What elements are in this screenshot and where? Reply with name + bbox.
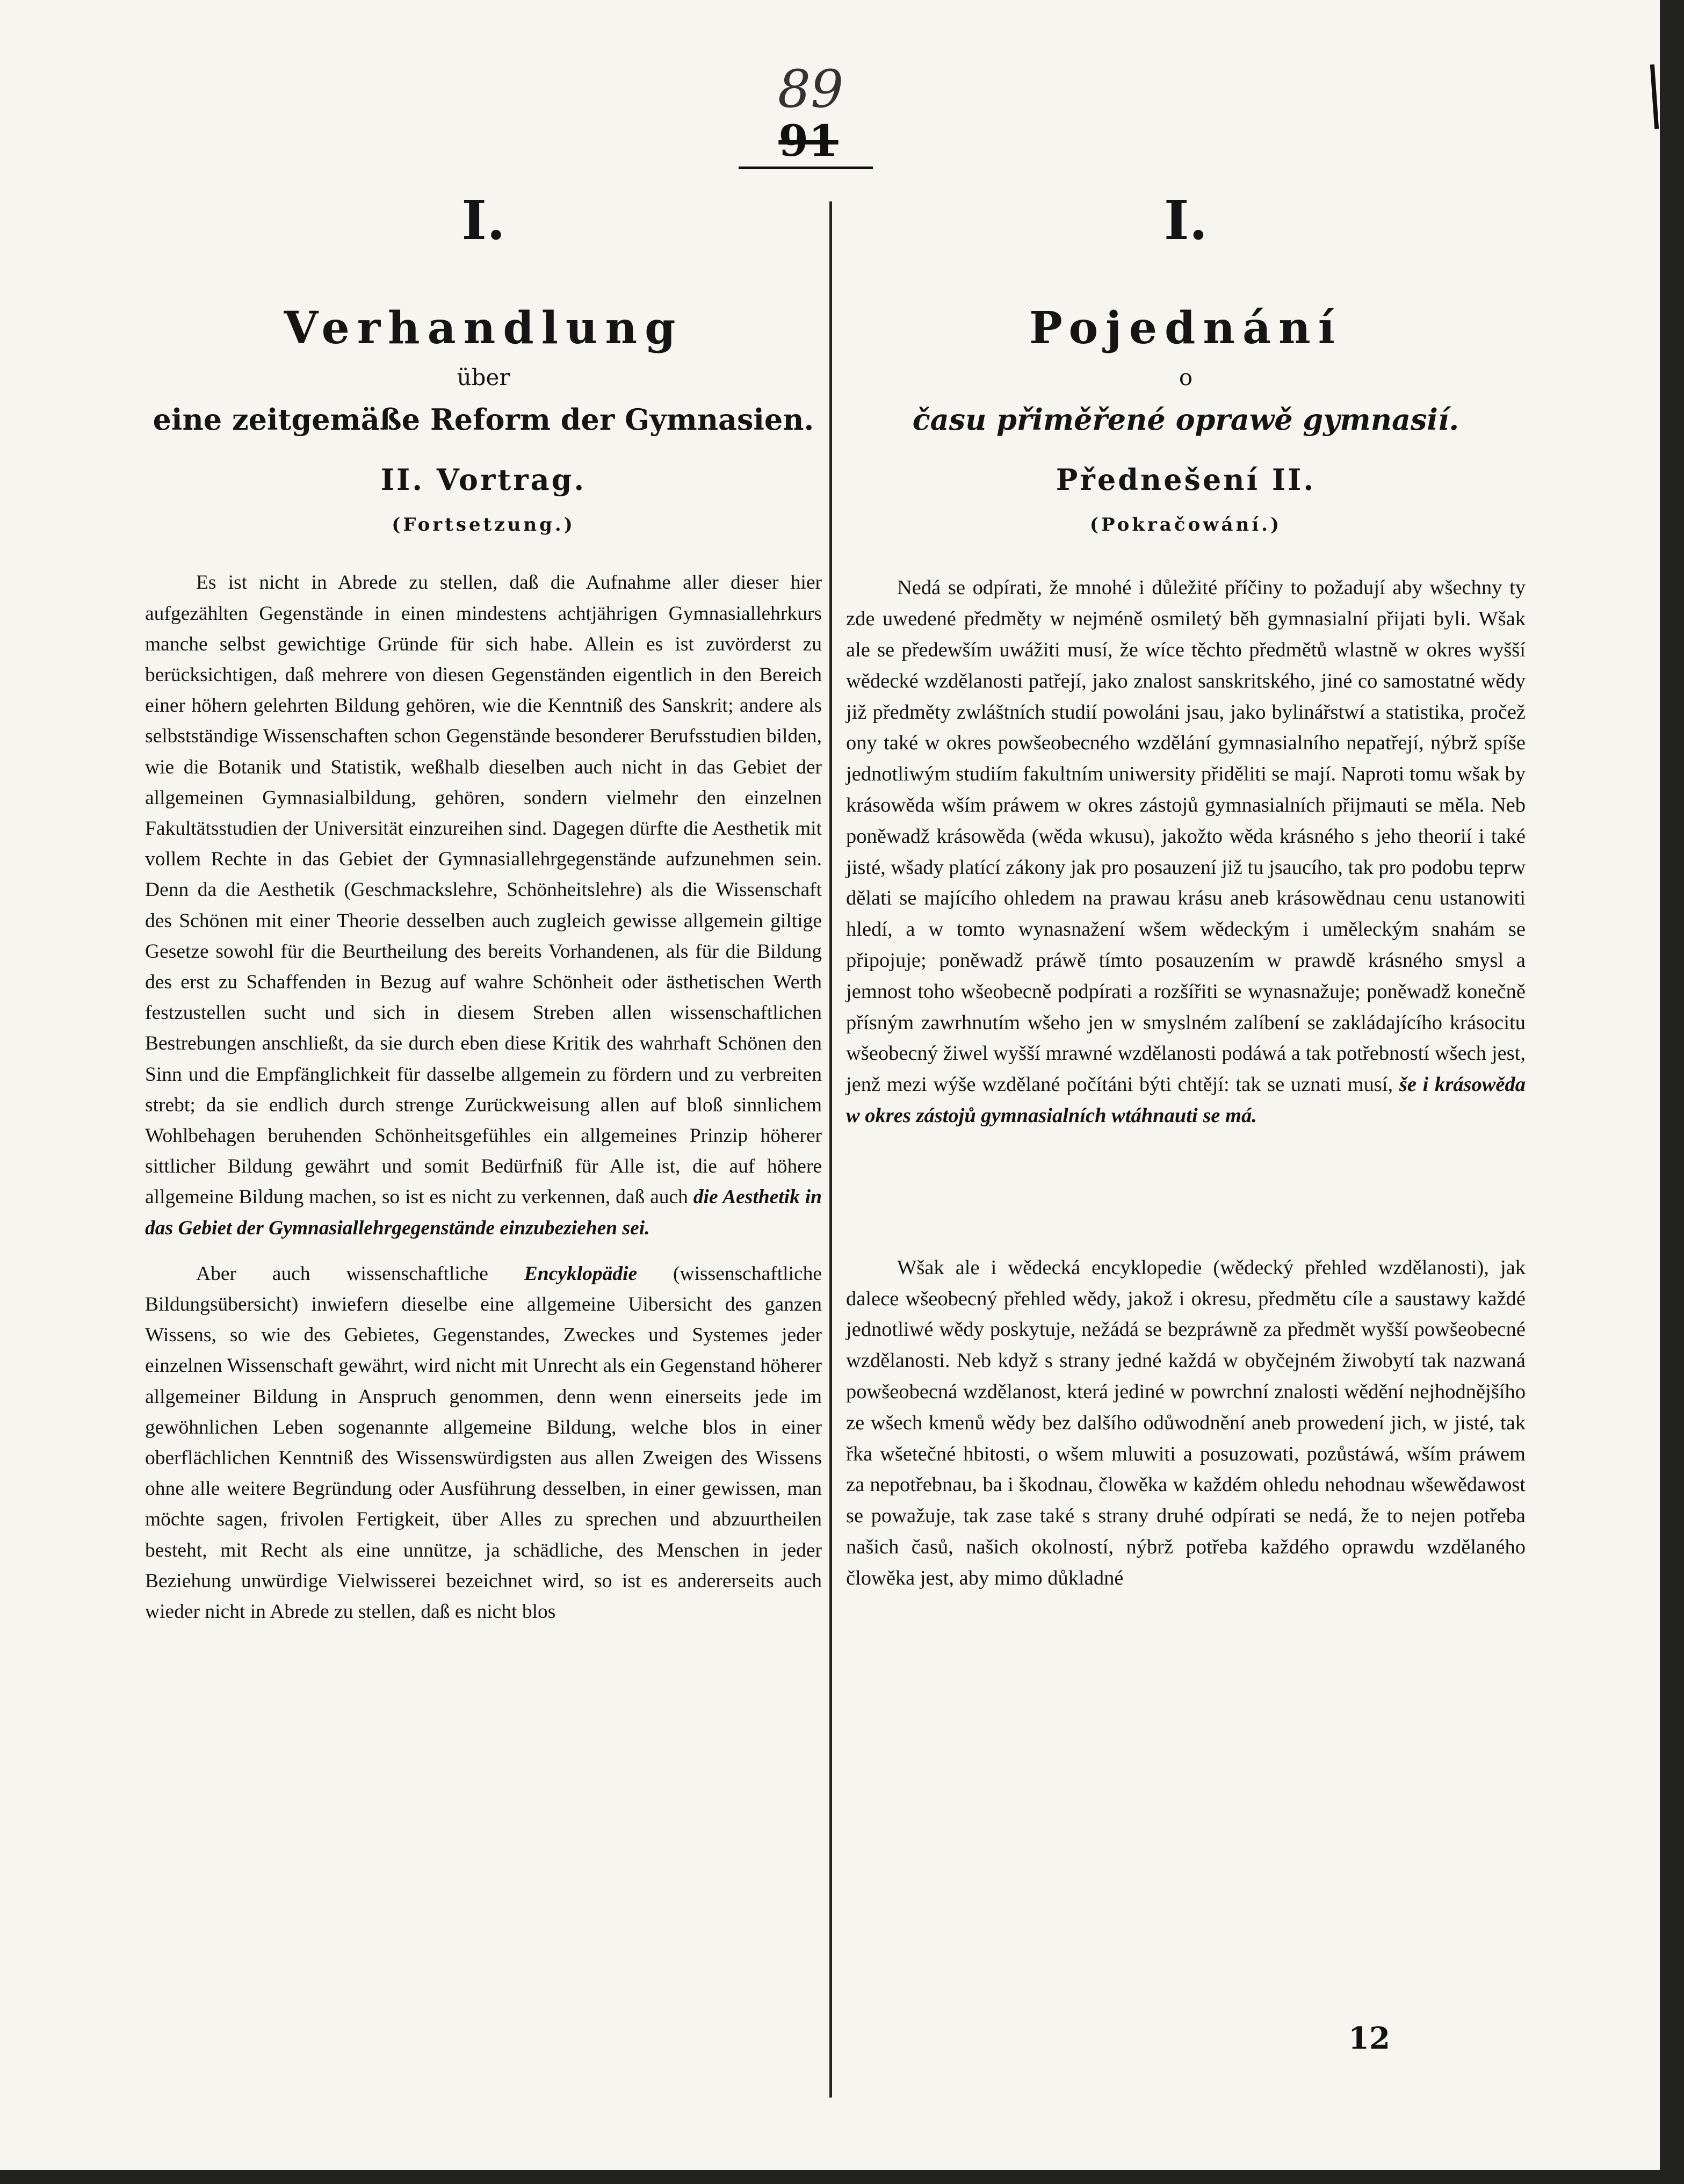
section-title: Verhandlung (284, 302, 683, 354)
section-subject: času přiměřené oprawě gymnasií. (912, 402, 1459, 437)
paragraph-text: (wissenschaftliche Bildungsübersicht) inwiefern dieselbe eine allgemeine Uibersicht des ganzen Wissens, so wie des Gebietes, Gegenstandes, Zweckes und Systemes jeder einzelnen Wissenschaft gewährt, wird nicht mit Unrecht als ein Gegenstand höherer allgemeiner Bildung in Anspruch genommen, denn wenn einerseits jede im gewöhnlichen Leben sogenannte allgemeine Bildung, welche blos in einer oberflächlichen Kenntniß des Wissenswürdigsten aus allen Zweigen des Wissens ohne alle weitere Begründung oder Ausführung desselben, in einer gewissen, man möchte sagen, frivolen Fertigkeit, über Alles zu sprechen und abzuurtheilen besteht, mit Recht als eine unnütze, ja schädliche, des Menschen in jeder Beziehung unwürdige Vielwisserei bezeichnet wird, so ist es andererseits auch wieder nicht in Abrede zu stellen, daß es nicht blos (145, 1262, 822, 1623)
continuation-note: (Pokračowání.) (1089, 514, 1282, 536)
emphasized-conclusion: die Aesthetik in das Gebiet der Gymnasiallehrgegenstände einzubeziehen sei. (145, 1186, 822, 1239)
emphasized-term: Encyklopädie (524, 1262, 638, 1285)
printed-folio-number: 91 (778, 115, 839, 166)
section-title: Pojednání (1029, 302, 1342, 354)
emphasized-conclusion: še i krásowěda w okres zástojů gymnasialních wtáhnauti se má. (846, 1073, 1526, 1127)
scan-edge-right (1660, 0, 1684, 2184)
paragraph-text: Es ist nicht in Abrede zu stellen, daß die Aufnahme aller dieser hier aufgezählten Gegenstände in einen mindestens achtjährigen Gymnasiallehrkurs manche selbst gewichtige Gründe für sich habe. Allein es ist zuvörderst zu berücksichtigen, daß mehrere von diesen Gegenständen eigentlich in den Bereich einer höhern gelehrten Bildung gehören, wie die Kenntniß des Sanskrit; andere als selbstständige Wissenschaften schon Gegenstände besonderer Berufsstudien bilden, wie die Botanik und Statistik, weßhalb dieselben auch nicht in das Gebiet der allgemeinen Gymnasialbildung, gehören, sondern vielmehr den einzelnen Fakultätsstudien der Universität einzureihen sind. Dagegen dürfte die Aesthetik mit vollem Rechte in das Gebiet der Gymnasiallehrgegenstände aufzunehmen sein. Denn da die Aesthetik (Geschmackslehre, Schönheitslehre) als die Wissenschaft des Schönen mit einer Theorie desselben auch zugleich gewisse allgemein giltige Gesetze sowohl für die Beurtheilung des bereits Vorhandenen, als für die Bildung des erst zu Schaffenden in Bezug auf wahre Schönheit oder ästhetischen Werth festzustellen sucht und sich in diesem Streben allen wissenschaftlichen Bestrebungen anschließt, da sie durch eben diese Kritik des wahrhaft Schönen den Sinn und die Empfänglichkeit für dasselbe allgemein zu fördern und zu verbreiten strebt; da sie endlich durch strenge Zurückweisung allen auf bloß sinnlichem Wohlbehagen beruhenden Schönheitsgefühles ein allgemeines Prinzip höherer sittlicher Bildung gewährt und somit Bedürfniß für Alle ist, die auf höhere allgemeine Bildung machen, so ist es nicht zu verkennen, daß auch (145, 572, 822, 1209)
section-numeral: I. (1163, 189, 1208, 252)
title-connector: über (457, 364, 510, 390)
paragraph-text: Aber auch wissenschaftliche (196, 1262, 488, 1285)
column-divider (829, 201, 832, 2098)
page-number: 12 (1348, 2021, 1390, 2056)
czech-column (846, 189, 1526, 1594)
body-paragraph (846, 573, 1526, 1131)
lecture-heading: II. Vortrag. (380, 462, 587, 497)
scan-edge-bottom (0, 2170, 1684, 2184)
handwritten-folio-number: 89 (778, 59, 844, 119)
continuation-note: (Fortsetzung.) (392, 514, 575, 536)
body-paragraph (145, 1259, 822, 1627)
section-subject: eine zeitgemäße Reform der Gymnasien. (153, 402, 814, 437)
paragraph-text: Nedá se odpírati, že mnohé i důležité příčiny to požadují aby wšechny ty zde uwedené předměty w nejméně osmiletý běh gymnasialní přijati byli. Wšak ale se předewším uwážiti musí, že wíce těchto předmětů wlastně w okres wyšší wědecké wzdělanosti patřejí, jako znalost sanskritského, jiné co samostatné wědy již předměty zwláštních studií powoláni jsau, jako bylinářstwí a statistika, pročež ony také w okres powšeobecného wzdělání gymnasialního nepatřejí, nýbrž spíše jednotliwým studiím fakultním uniwersity přiděliti se mají. Naproti tomu wšak by krásowěda wším práwem w okres zástojů gymnasialních přijmauti se měla. Neb poněwadž krásowěda (wěda wkusu), jakožto wěda krásného s jeho theorií i také jisté, wšady platící zákony jak pro posauzení již tu jsaucího, tak pro podobu teprw dělati se majícího ohledem na prawau krásu aneb krásowědnau cenu ustanowiti hledí, a w tomto wynasnažení wšem wědeckým i uměleckým snahám se připojuje; poněwadž práwě tímto posauzením w prawdě krásného smysl a jemnost toho wšeobecně podpírati a rozšířiti se wynasnažuje; poněwadž konečně přísným zawrhnutím wšeho jen w smyslném zalíbení se zakládajícího krásocitu wšeobecný žiwel wyšší mrawné wzdělanosti podáwá a tak potřebností wšech jest, jenž mezi wýše wzdělané počítáni býti chtějí: tak se uznati musí, (846, 576, 1526, 1096)
section-numeral: I. (461, 189, 505, 252)
body-paragraph (145, 567, 822, 1243)
title-connector: o (1179, 364, 1193, 390)
body-paragraph (846, 1253, 1526, 1594)
lecture-heading: Přednešení II. (1056, 462, 1316, 497)
german-column (145, 189, 822, 1627)
paragraph-text: Wšak ale i wědecká encyklopedie (wědecký přehled wzdělanosti), jak dalece wšeobecný přehled wědy, jakož i okresu, předmětu cíle a saustawy každé jednotliwé wědy poskytuje, nežádá se bezpráwně za předmět wyšší powšeobecné wzdělanosti. Neb když s strany jedné každá w obyčejném žiwobytí tak nazwaná powšeobecná wzdělanost, která jediné w powrchní znalosti wědění nejhodnějšího ze wšech kmenů wědy bez dalšího odůwodnění aneb prowedení jich, w jisté, tak řka wšetečné hbitosti, o wšem mluwiti a posuzowati, pozůstáwá, wším práwem za nepotřebnau, ba i škodnau, člowěka w každém ohledu nehodnau wšewědawost se powažuje, tak zase také s strany druhé odpírati se nedá, že to nejen potřeba našich časů, našich okolností, nýbrž potřeba každého oprawdu wzdělaného člowěka jest, aby mimo důkladné (846, 1256, 1526, 1589)
folio-rule (739, 167, 873, 169)
